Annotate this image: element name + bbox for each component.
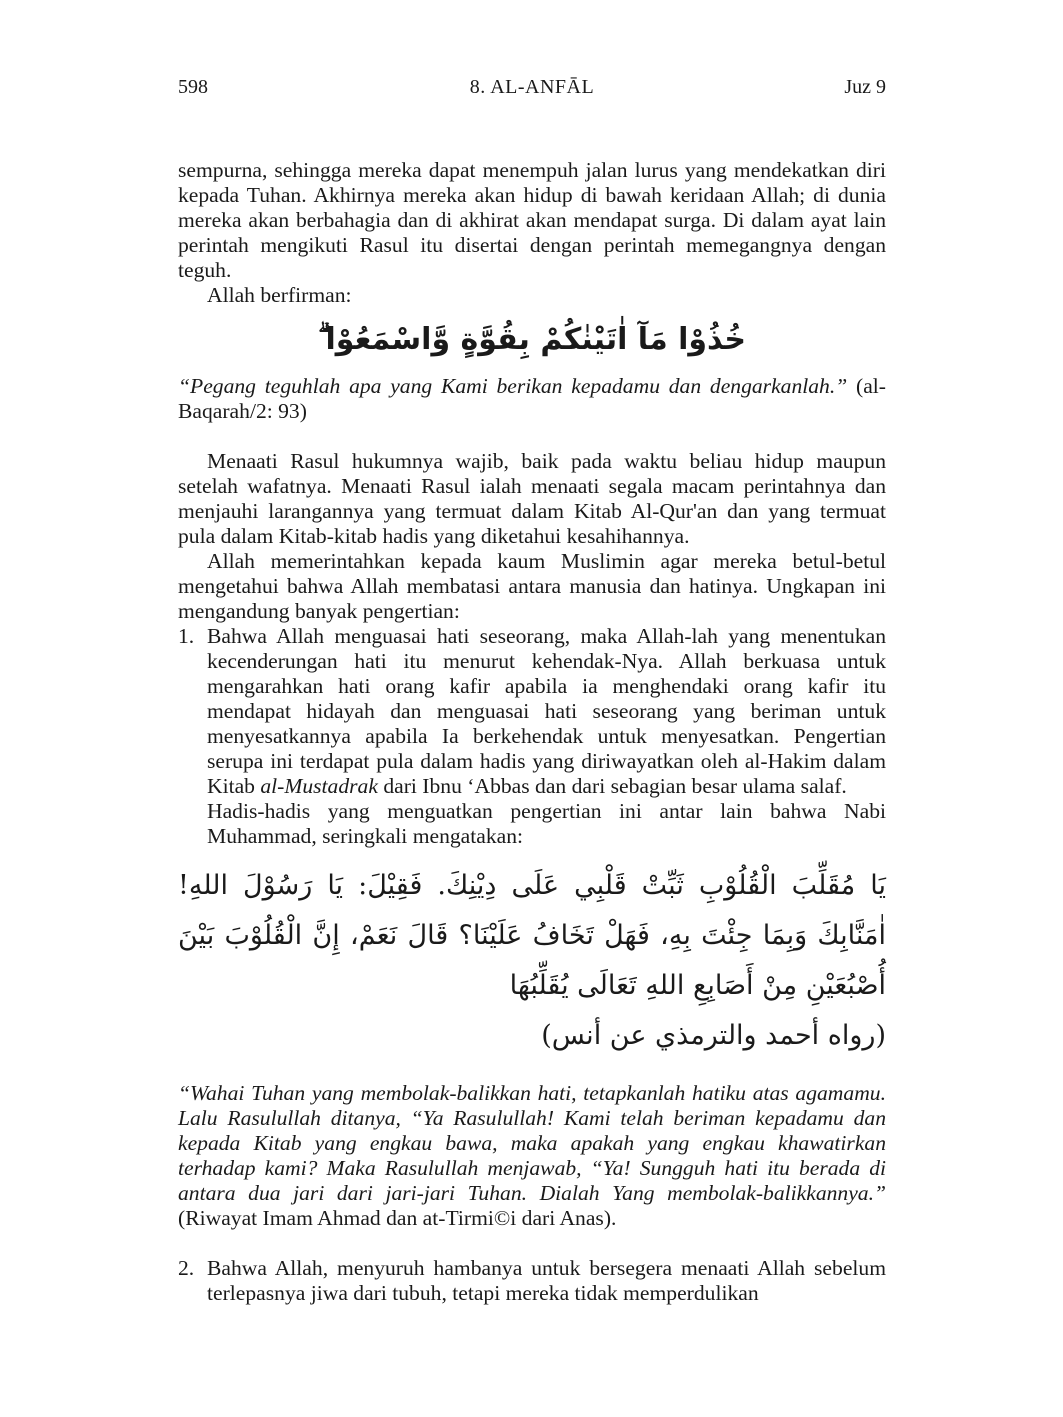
verse-translation: “Pegang teguhlah apa yang Kami berikan kepadamu dan dengarkanlah.” <box>178 374 848 398</box>
list-item-2-text: Bahwa Allah, menyuruh hambanya untuk bersegera menaati Allah sebelum terlepasnya jiwa dari tubuh, tetapi mereka tidak memperdulikan <box>207 1256 886 1305</box>
hadith-translation-paragraph <box>178 1081 886 1231</box>
hadith-arabic <box>178 861 886 1061</box>
page-header <box>178 76 886 102</box>
chapter-title: 8. AL-ANFĀL <box>469 76 595 98</box>
hadith-arabic-source: (رواه أحمد والترمذي عن أنس) <box>541 1020 886 1051</box>
list-number-1: 1. <box>178 624 195 648</box>
list-item-1 <box>178 624 886 849</box>
list-number-2: 2. <box>178 1256 195 1280</box>
list-item-2 <box>178 1256 886 1306</box>
hadith-translation: “Wahai Tuhan yang membolak-balikkan hati, tetapkanlah hatiku atas agamamu. Lalu Rasulullah ditanya, “Ya Rasulullah! Kami telah beriman kepadamu dan kepada Kitab yang engkau bawa, maka apakah yang engkau khawatirkan terhadap kami? Maka Rasulullah menjawab, “Ya! Sungguh hati itu berada di antara dua jari dari jari-jari Tuhan. Dialah Yang membolak-balikkannya.” <box>178 1081 886 1205</box>
quran-verse-arabic: خُذُوْا مَآ اٰتَيْنٰكُمْ بِقُوَّةٍ وَّاسْمَعُوْا ۗ <box>318 322 746 357</box>
list-item-1-text: Bahwa Allah menguasai hati seseorang, maka Allah-lah yang menentukan kecenderungan hati itu menurut kehendak-Nya. Allah berkuasa untuk mengarahkan hati orang kafir apabila ia menghendaki orang kafir itu mendapat hidayah dan menguasai hati seseorang yang beriman untuk menyesatkannya apabila Ia berkehendak untuk menyesatkan. Pengertian serupa ini terdapat pula dalam hadis yang diriwayatkan oleh al-Hakim dalam Kitab al-Mustadrak dari Ibnu ‘Abbas dan dari sebagian besar ulama salaf. <box>207 624 886 798</box>
juz-label: Juz 9 <box>844 76 886 98</box>
allah-berfirman-label: Allah berfirman: <box>207 283 352 307</box>
paragraph-2: Menaati Rasul hukumnya wajib, baik pada waktu beliau hidup maupun setelah wafatnya. Menaati Rasul ialah menaati segala macam perintahnya dan menjauhi larangannya yang termuat dalam Kitab Al-Qur'an dan yang termuat pula dalam Kitab-kitab hadis yang diketahui kesahihannya. <box>178 449 886 548</box>
paragraph-1: sempurna, sehingga mereka dapat menempuh jalan lurus yang mendekatkan diri kepada Tuhan. Akhirnya mereka akan hidup di bawah keridaan Allah; di dunia mereka akan berbahagia dan di akhirat akan mendapat surga. Di dalam ayat lain perintah mengikuti Rasul itu disertai dengan perintah memegangnya dengan teguh. <box>178 158 886 282</box>
book-title: al-Mustadrak <box>260 774 378 798</box>
page-content <box>178 158 886 1306</box>
hadith-arabic-text: يَا مُقَلِّبَ الْقُلُوْبِ ثَبِّتْ قَلْبِي عَلَى دِيْنِكَ. فَقِيْلَ: يَا رَسُوْلَ اللهِ! اٰمَنَّابِكَ وَبِمَا جِئْتَ بِهِ، فَهَلْ تَخَافُ عَلَيْنَا؟ قَالَ نَعَمْ، إِنَّ الْقُلُوْبَ بَيْنَ أُصْبُعَيْنِ مِنْ أَصَابِعِ اللهِ تَعَالَى يُقَلِّبُهَا <box>178 870 886 1001</box>
verse-translation-paragraph <box>178 374 886 424</box>
page-number: 598 <box>178 76 208 98</box>
hadis-intro: Hadis-hadis yang menguatkan pengertian ini antar lain bahwa Nabi Muhammad, seringkali mengatakan: <box>207 799 886 848</box>
hadith-reference: (Riwayat Imam Ahmad dan at-Tirmi©i dari Anas). <box>178 1206 617 1230</box>
paragraph-3: Allah memerintahkan kepada kaum Muslimin agar mereka betul-betul mengetahui bahwa Allah membatasi antara manusia dan hatinya. Ungkapan ini mengandung banyak pengertian: <box>178 549 886 623</box>
verse-reference: (al-Baqarah/2: 93) <box>178 374 886 423</box>
